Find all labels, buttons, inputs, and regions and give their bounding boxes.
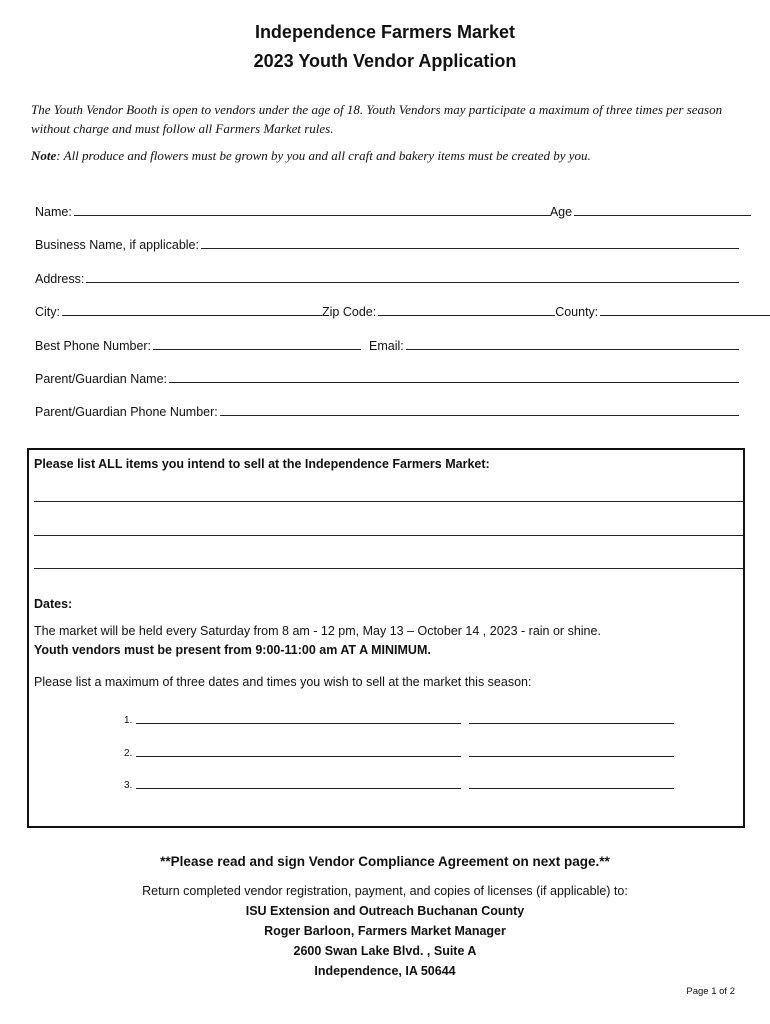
return-address-line-1: ISU Extension and Outreach Buchanan County: [245, 904, 525, 918]
phone-field[interactable]: [153, 335, 361, 350]
date-2-field[interactable]: [136, 746, 461, 757]
time-1-field[interactable]: [469, 713, 674, 724]
time-2-field[interactable]: [469, 746, 674, 757]
phone-label: Best Phone Number:: [35, 339, 152, 353]
note-label: Note: [31, 148, 57, 163]
document-title-line2: 2023 Youth Vendor Application: [253, 51, 517, 71]
items-line-3[interactable]: [34, 568, 743, 569]
address-row: [35, 266, 739, 286]
city-field[interactable]: [62, 301, 322, 316]
address-field[interactable]: [86, 268, 739, 283]
guardian-name-row: [35, 366, 739, 386]
items-prompt: Please list ALL items you intend to sell at the Independence Farmers Market:: [34, 457, 490, 471]
dates-prompt: Please list a maximum of three dates and times you wish to sell at the market this season:: [34, 675, 532, 689]
age-label: Age: [549, 205, 573, 219]
date-1-field[interactable]: [136, 713, 461, 724]
guardian-name-field[interactable]: [169, 368, 739, 383]
name-label: Name:: [35, 205, 72, 219]
guardian-phone-label: Parent/Guardian Phone Number:: [35, 405, 218, 419]
guardian-phone-field[interactable]: [220, 401, 739, 416]
address-label: Address:: [35, 272, 85, 286]
email-field[interactable]: [406, 335, 739, 350]
return-instructions: Return completed vendor registration, payment, and copies of licenses (if applicable) to:: [142, 884, 628, 898]
city-label: City:: [35, 305, 60, 319]
guardian-phone-row: [35, 399, 739, 419]
return-address-line-4: Independence, IA 50644: [314, 964, 456, 978]
city-zip-county-row: [35, 299, 739, 319]
date-number-1: 1.: [124, 715, 133, 726]
document-title-line1: Independence Farmers Market: [254, 22, 516, 42]
items-line-1[interactable]: [34, 501, 743, 502]
date-number-3: 3.: [124, 780, 133, 791]
date-entry-3: [124, 775, 684, 791]
name-field[interactable]: [74, 201, 550, 216]
date-3-field[interactable]: [136, 778, 461, 789]
business-row: [35, 232, 739, 252]
phone-email-row: [35, 333, 739, 353]
email-label: Email:: [369, 339, 404, 353]
note-text: : All produce and flowers must be grown by you and all craft and bakery items must be created by you.: [56, 148, 591, 163]
items-dates-box: [27, 448, 745, 828]
business-name-field[interactable]: [201, 234, 739, 249]
presence-requirement: Youth vendors must be present from 9:00-11:00 am AT A MINIMUM.: [34, 643, 431, 657]
business-label: Business Name, if applicable:: [35, 238, 199, 252]
name-age-row: [35, 199, 739, 219]
time-3-field[interactable]: [469, 778, 674, 789]
schedule-text: The market will be held every Saturday from 8 am - 12 pm, May 13 – October 14 , 2023 - rain or shine.: [34, 624, 601, 638]
county-label: County:: [555, 305, 599, 319]
return-address-line-3: 2600 Swan Lake Blvd. , Suite A: [293, 944, 477, 958]
date-entry-2: [124, 743, 684, 759]
return-address-line-2: Roger Barloon, Farmers Market Manager: [264, 924, 506, 938]
zip-label: Zip Code:: [322, 305, 377, 319]
note-paragraph: [31, 146, 731, 165]
intro-paragraph: The Youth Vendor Booth is open to vendors under the age of 18. Youth Vendors may participate a maximum of three times per season without charge and must follow all Farmers Market rules.: [31, 102, 723, 136]
guardian-name-label: Parent/Guardian Name:: [35, 372, 168, 386]
zip-code-field[interactable]: [378, 301, 555, 316]
county-field[interactable]: [600, 301, 770, 316]
date-number-2: 2.: [124, 748, 133, 759]
page-number: Page 1 of 2: [686, 986, 735, 997]
items-line-2[interactable]: [34, 535, 743, 536]
dates-heading: Dates:: [34, 597, 73, 611]
age-field[interactable]: [574, 201, 751, 216]
date-entry-1: [124, 710, 684, 726]
compliance-notice: **Please read and sign Vendor Compliance Agreement on next page.**: [160, 854, 610, 869]
